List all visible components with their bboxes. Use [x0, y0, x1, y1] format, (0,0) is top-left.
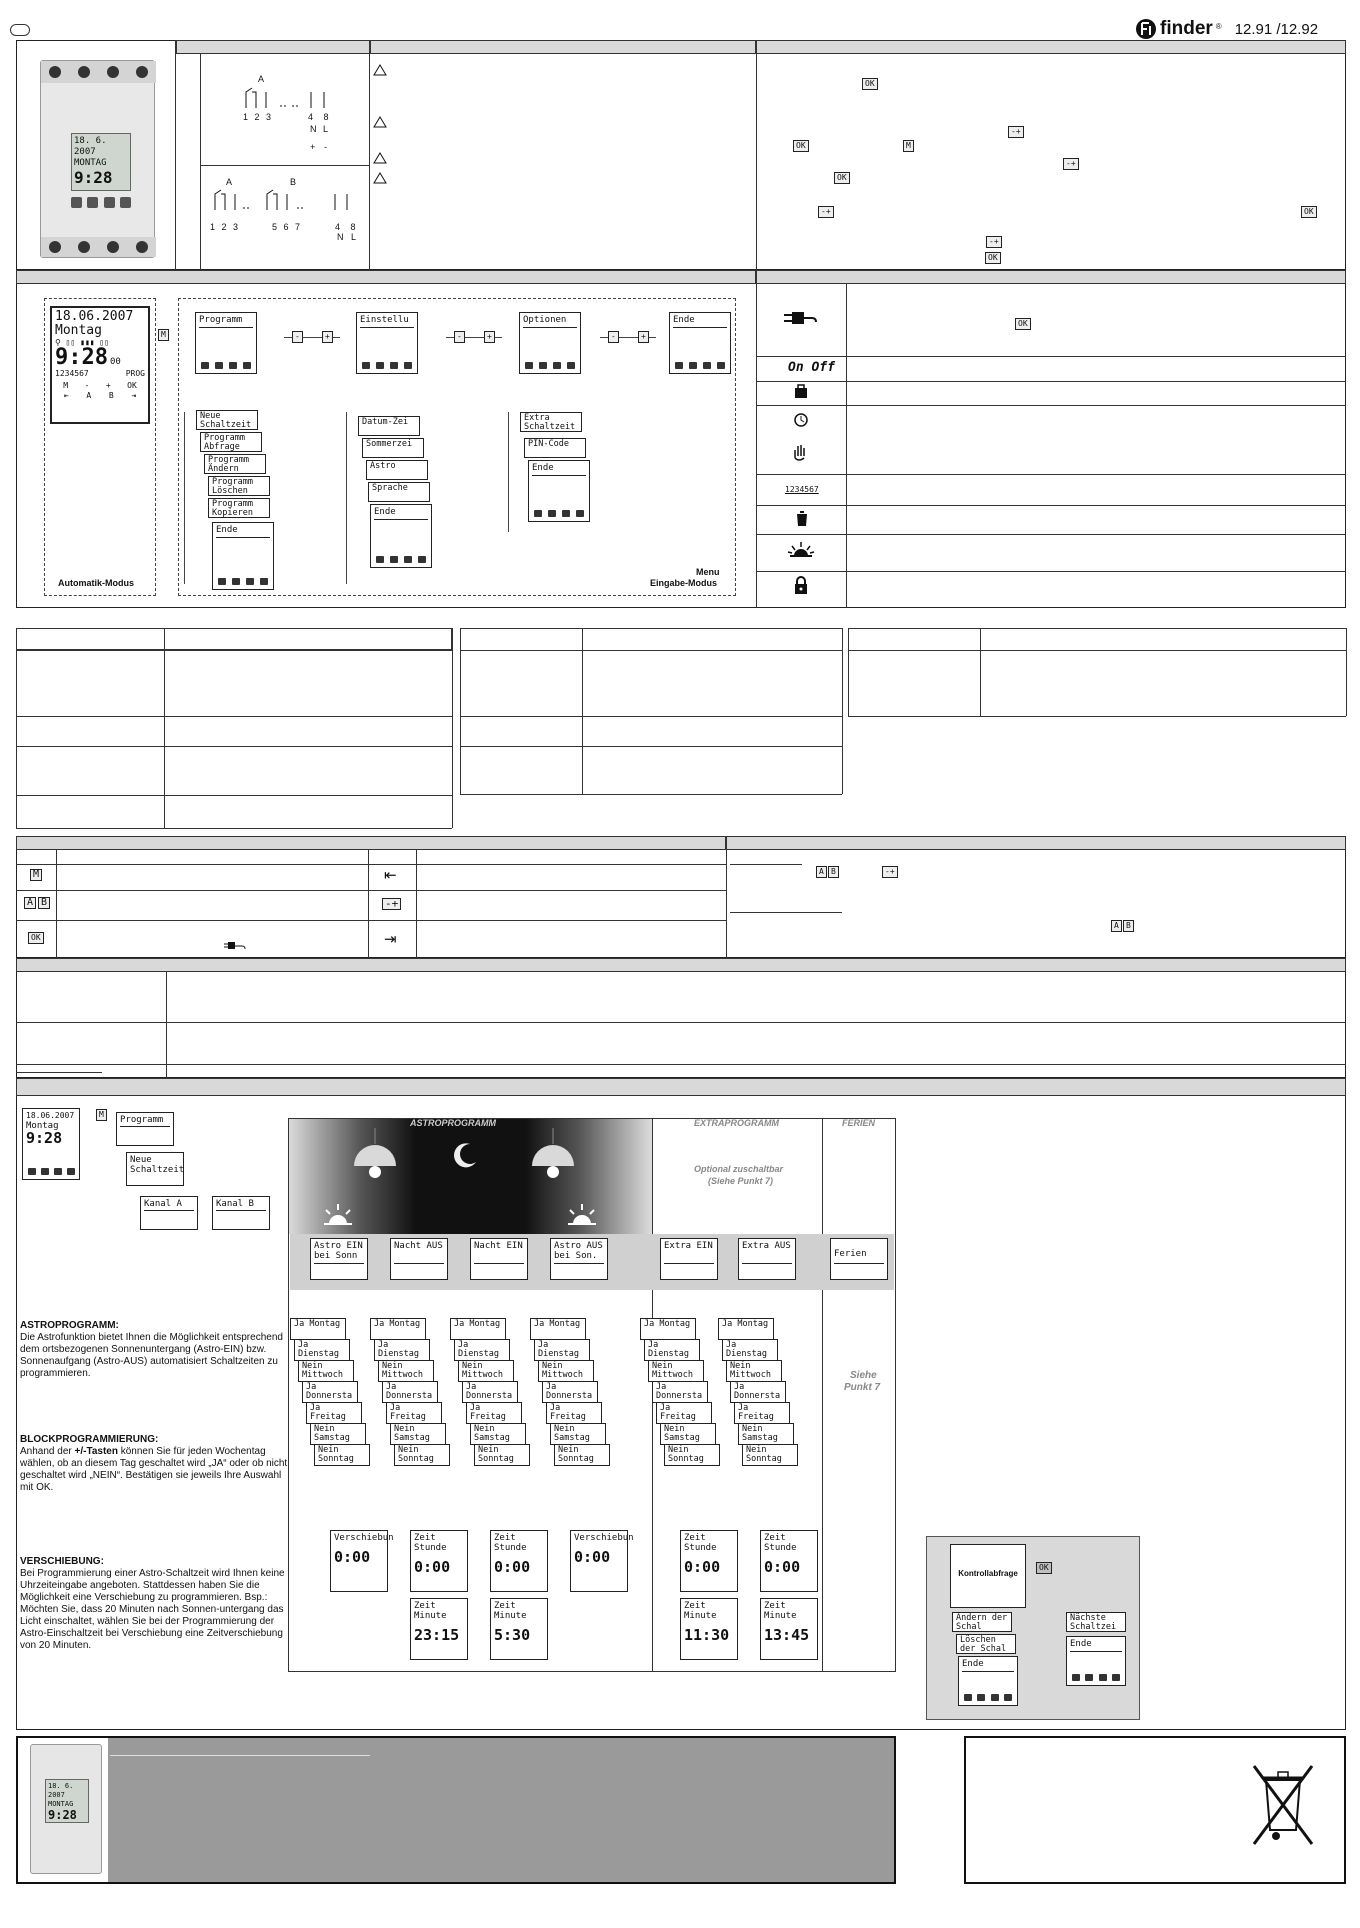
day-card[interactable]: Nein Sonntag [474, 1444, 530, 1466]
ok-key-symbol: OK [1015, 318, 1031, 330]
day-card[interactable]: Nein Mittwoch [538, 1360, 594, 1382]
day-card[interactable]: Ja Dienstag [534, 1339, 590, 1361]
legend-b-key: B [38, 897, 50, 909]
device-photo [40, 60, 155, 258]
day-card[interactable]: Nein Sonntag [554, 1444, 610, 1466]
astro-header: ASTROPROGRAMM [410, 1118, 496, 1128]
day-card[interactable]: Ja Montag [450, 1318, 506, 1340]
day-card[interactable]: Nein Samstag [550, 1423, 606, 1445]
pm-key-4: -+ [986, 236, 1002, 248]
type-astro-aus[interactable]: Astro AUS bei Son. [550, 1238, 608, 1280]
day-card[interactable]: Nein Samstag [738, 1423, 794, 1445]
band-top-col2 [176, 40, 370, 54]
day-card[interactable]: Nein Mittwoch [458, 1360, 514, 1382]
warning-icon-3 [373, 152, 387, 164]
menu-screen-ende[interactable]: Ende [669, 312, 731, 374]
wiring-1-n: N [310, 124, 317, 134]
kontroll-loeschen[interactable]: Löschen der Schal [956, 1634, 1016, 1654]
minute-screen[interactable]: Zeit Minute 11:30 [680, 1598, 738, 1660]
prog-sub-2[interactable]: Programm Abfrage [200, 432, 262, 452]
pm-key-1: -+ [1008, 126, 1024, 138]
day-card[interactable]: Ja Montag [290, 1318, 346, 1340]
note-versch-text: Bei Programmierung einer Astro-Schaltzeit wird Ihnen keine Uhrzeiteingabe angeboten. Stattdessen haben Sie die Möglichkeit eine Verschiebung zu programmieren. Bsp.: Möchten Sie, dass 20 Minuten nach Sonnen-untergang das Licht einschaltet, wählen Sie bei der Programmierung der Astro-Einschaltzeit bei Verschiebung eine Zeitverschiebung von 20 Minuten. [20, 1568, 285, 1651]
type-nacht-ein[interactable]: Nacht EIN [470, 1238, 528, 1280]
type-nacht-aus[interactable]: Nacht AUS [390, 1238, 448, 1280]
right-b-key: B [828, 866, 839, 878]
brand-logo [1135, 18, 1318, 40]
note-block-title: BLOCKPROGRAMMIERUNG: [20, 1434, 159, 1445]
day-card[interactable]: Nein Samstag [660, 1423, 716, 1445]
shift-screen[interactable]: Verschiebun 0:00 [330, 1530, 388, 1592]
warning-icon-4 [373, 172, 387, 184]
ok-key-2: OK [793, 140, 809, 152]
auto-lcd-prog: PROG [125, 369, 145, 378]
day-card[interactable]: Nein Samstag [390, 1423, 446, 1445]
lock-icon [793, 576, 809, 596]
legend-a-key: A [24, 897, 36, 909]
day-card[interactable]: Ja Dienstag [644, 1339, 700, 1361]
kontroll-naechste[interactable]: Nächste Schaltzei [1066, 1612, 1126, 1632]
wiring-2-terminals-b: 5 6 7 [272, 222, 303, 232]
type-ferien[interactable]: Ferien [830, 1238, 888, 1280]
brand-reg: ® [1215, 22, 1222, 31]
day-card[interactable]: Ja Dienstag [454, 1339, 510, 1361]
right-a-key: A [816, 866, 827, 878]
hour-screen[interactable]: Zeit Stunde 0:00 [680, 1530, 738, 1592]
day-card[interactable]: Ja Donnersta [730, 1381, 786, 1403]
device-photo-date: 18. 6. 2007 [74, 136, 107, 157]
ok-key-5: OK [985, 252, 1001, 264]
day-card[interactable]: Ja Freitag [656, 1402, 712, 1424]
input-mode-label: Eingabe-Modus [650, 578, 717, 588]
flow-kanal-a[interactable]: Kanal A [140, 1196, 198, 1230]
band-menu-right [756, 270, 1346, 284]
day-card[interactable]: Nein Sonntag [664, 1444, 720, 1466]
wiring-2-terminals-a: 1 2 3 [210, 222, 241, 232]
prog-sub-3[interactable]: Programm Ändern [204, 454, 266, 474]
hour-screen[interactable]: Zeit Stunde 0:00 [760, 1530, 818, 1592]
on-off-symbol: On Off [788, 360, 835, 375]
kontroll-ende-2[interactable]: Ende [1066, 1636, 1126, 1686]
minute-screen[interactable]: Zeit Minute 23:15 [410, 1598, 468, 1660]
wiring-2-n: N [337, 232, 344, 242]
legend-back-icon: ⇤ [384, 867, 397, 884]
legend-ok-key: OK [28, 932, 44, 944]
wiring-1-terminals-2: 4 8 [308, 112, 333, 122]
minute-screen[interactable]: Zeit Minute 13:45 [760, 1598, 818, 1660]
day-card[interactable]: Ja Dienstag [722, 1339, 778, 1361]
note-astro-title: ASTROPROGRAMM: [20, 1320, 119, 1331]
menu-screen-programm[interactable]: Programm [195, 312, 257, 374]
wiring-1-minus: - [324, 142, 327, 152]
day-card[interactable]: Ja Donnersta [542, 1381, 598, 1403]
band-spec-1 [16, 628, 452, 650]
hour-screen[interactable]: Zeit Stunde 0:00 [490, 1530, 548, 1592]
day-card[interactable]: Nein Sonntag [394, 1444, 450, 1466]
days-symbol: 1234567 [785, 485, 819, 494]
day-card[interactable]: Nein Sonntag [314, 1444, 370, 1466]
auto-key-a[interactable]: A [86, 391, 92, 400]
auto-lcd-days: 1234567 [55, 369, 89, 378]
day-card[interactable]: Ja Donnersta [652, 1381, 708, 1403]
flow-start-lcd: 18.06.2007 Montag 9:28 [22, 1108, 80, 1180]
legend-plug-icon [224, 940, 246, 952]
section-keys [16, 836, 1346, 958]
menu-screen-einstellung[interactable]: Einstellu [356, 312, 418, 374]
manual-page: finder ® 12.91 /12.92 18. 6. 2007 MONTAG 9:28 A 1 2 3 4 8 N L + - A B 1 2 3 5 6 7 4 8 N L OK -+ OK M -+ OK -+ OK -+ OK 18.06.2007 Montag ⚲ ▯▯ ▮▮▮ ▯▯ 9:28 00 1234567 PROG M - + OK ⇤ A B ⇥ Automatik-Modus M Menu Eingabe-Modus Programm Einstellu Optionen Ende - + - + - + Neue Schaltzeit Programm Abfrage Programm Ändern Programm Löschen Programm Kopieren Ende Datum-Zei Sommerzei Astro Sprache Ende Extra Schaltzeit PIN-Code Ende OK On Off 1234567 M A B OK ⇤ -+ ⇥ A B -+ A B 18.06.2007 Montag 9:28 M Programm Neue Schaltzeit Kanal A Kanal B ASTROPROGRAMM EXTRAPROGRAMM FERIEN Optional zuschaltbar (Siehe Punkt 7) Astro EIN bei Sonn Nacht AUS Nacht EIN Astro AUS bei Son. Extra EIN Extra AUS Ferien Ja Montag Ja Dienstag Nein Mittwoch Ja Donnersta Ja Freitag Nein Samstag Nein Sonntag Ja Montag Ja Dienstag Nein Mittwoch Ja Donnersta Ja Freitag Nein Samstag Nein Sonntag Ja Montag Ja Dienstag Nein Mittwoch Ja Donnersta Ja Freitag Nein Samstag Nein Sonntag Ja Montag Ja Dienstag Nein Mittwoch Ja Donnersta Ja Freitag Nein Samstag Nein Sonntag Ja Montag Ja Dienstag Nein Mittwoch Ja Donnersta Ja Freitag Nein Samstag Nein Sonntag Ja Montag Ja Dienstag Nein Mittwoch Ja Donnersta Ja Freitag Nein Samstag Nein Sonntag Siehe Punkt 7 Verschiebun 0:00 Zeit Stunde 0:00 Zeit Minute 23:15 Zeit Stunde 0:00 Zeit Minute 5:30 Verschiebun 0:00 Zeit Stunde 0:00 Zeit Minute 11:30 Zeit Stunde 0:00 Zeit Minute 13:45 ASTROPROGRAMM: Die Astrofunktion bietet Ihnen die Möglichkeit entsprechend dem ortsbezogenen Sonnenuntergang (Astro-EIN) bzw. Sonnenaufgang (Astro-AUS) automatisiert Schaltzeiten zu programmieren. BLOCKPROGRAMMIERUNG: Anhand der +/-Tasten können Sie für jeden Wochentag wählen, ob an diesem Tag geschaltet wird „JA“ oder ob nicht geschaltet wird „NEIN“. Bestätigen sie jeweils Ihre Auswahl mit OK. VERSCHIEBUNG: Bei Programmierung einer Astro-Schaltzeit wird Ihnen keine Uhrzeiteingabe angeboten. Stattdessen haben Sie die Möglichkeit eine Verschiebung zu programmieren. Bsp.: Möchten Sie, dass 20 Minuten nach Sonnen-untergang das Licht einschaltet, wählen Sie bei der Programmierung der Astro-Einschaltzeit bei Verschiebung eine Zeitverschiebung von 20 Minuten. Kontrollabfrage OK Ändern der Schal Löschen der Schal Ende Nächste Schaltzei Ende 18. 6. 2007 MONTAG 9:28 [0, 0, 1360, 1928]
pm-key-3: -+ [818, 206, 834, 218]
day-card[interactable]: Ja Freitag [546, 1402, 602, 1424]
extra-header: EXTRAPROGRAMM [694, 1118, 779, 1128]
day-card[interactable]: Ja Dienstag [294, 1339, 350, 1361]
band-top-col3 [370, 40, 756, 54]
day-card[interactable]: Ja Dienstag [374, 1339, 430, 1361]
options-sub-1[interactable]: Extra Schaltzeit [520, 412, 582, 432]
prog-sub-5[interactable]: Programm Kopieren [208, 498, 270, 518]
band-five [16, 958, 1346, 972]
optional-text-2: (Siehe Punkt 7) [708, 1176, 774, 1186]
wiring-1-plus: + [310, 142, 316, 152]
auto-lcd-date: 18.06.2007 [55, 309, 134, 324]
sunrise-icon [786, 538, 816, 560]
hand-icon [791, 442, 809, 462]
auto-key-b[interactable]: B [108, 391, 114, 400]
note-block: BLOCKPROGRAMMIERUNG: Anhand der +/-Tasten können Sie für jeden Wochentag wählen, ob an diesem Tag geschaltet wird „JA“ oder ob nicht geschaltet wird „NEIN“. Bestätigen sie jeweils Ihre Auswahl mit OK. [20, 1434, 288, 1493]
day-card[interactable]: Nein Mittwoch [378, 1360, 434, 1382]
warning-icon-1 [373, 64, 387, 76]
settings-sub-1[interactable]: Datum-Zei [358, 416, 420, 436]
device-photo-time: 9:28 [74, 168, 113, 187]
ferien-header: FERIEN [842, 1118, 876, 1128]
band-keys-left [16, 836, 726, 850]
band-flow [16, 1078, 1346, 1096]
note-astro-text: Die Astrofunktion bietet Ihnen die Möglichkeit entsprechend dem ortsbezogenen Sonnenuntergang (Astro-EIN) bzw. Sonnenaufgang (Astro-AUS) automatisiert Schaltzeiten zu programmieren. [20, 1332, 283, 1379]
auto-key-m[interactable]: M [63, 381, 69, 390]
day-card[interactable]: Ja Montag [718, 1318, 774, 1340]
corner-oval [10, 24, 30, 36]
legend-forward-icon: ⇥ [384, 931, 397, 948]
day-card[interactable]: Ja Freitag [734, 1402, 790, 1424]
bottom-box-left [16, 1736, 896, 1884]
warning-icon-2 [373, 116, 387, 128]
day-card[interactable]: Ja Donnersta [302, 1381, 358, 1403]
prog-sub-ende[interactable]: Ende [212, 522, 274, 590]
prog-sub-1[interactable]: Neue Schaltzeit [196, 410, 258, 430]
wiring-1-l: L [323, 124, 329, 134]
shift-screen[interactable]: Verschiebun 0:00 [570, 1530, 628, 1592]
auto-lcd-time: 9:28 [55, 345, 108, 370]
legend-m-key: M [30, 869, 42, 881]
day-card[interactable]: Nein Sonntag [742, 1444, 798, 1466]
wiring-2-l: L [351, 232, 357, 242]
ok-key-1: OK [862, 78, 878, 90]
device-photo-day: MONTAG [74, 158, 107, 168]
type-extra-ein[interactable]: Extra EIN [660, 1238, 718, 1280]
section-five [16, 958, 1346, 1078]
day-card[interactable]: Ja Montag [530, 1318, 586, 1340]
menu-label: Menu [696, 567, 720, 577]
legend-pm-key: -+ [382, 898, 401, 910]
brand-name: finder [1160, 18, 1213, 39]
day-card[interactable]: Ja Montag [370, 1318, 426, 1340]
flow-kanal-b[interactable]: Kanal B [212, 1196, 270, 1230]
day-card[interactable]: Ja Freitag [466, 1402, 522, 1424]
wiring-1-terminals: 1 2 3 [243, 112, 274, 122]
settings-sub-4[interactable]: Sprache [368, 482, 430, 502]
clock-icon [793, 412, 809, 428]
ok-key-4: OK [1301, 206, 1317, 218]
day-card[interactable]: Nein Mittwoch [726, 1360, 782, 1382]
kontroll-aendern[interactable]: Ändern der Schal [952, 1612, 1012, 1632]
wiring-1-channel-a: A [258, 74, 265, 84]
day-card[interactable]: Ja Freitag [386, 1402, 442, 1424]
options-sub-ende[interactable]: Ende [528, 460, 590, 522]
wiring-2-channel-b: B [290, 177, 297, 187]
weee-bin-icon [1248, 1760, 1318, 1850]
auto-key-ok[interactable]: OK [127, 381, 137, 390]
kontroll-ende[interactable]: Ende [958, 1656, 1018, 1706]
m-transition: M [158, 329, 169, 341]
minute-screen[interactable]: Zeit Minute 5:30 [490, 1598, 548, 1660]
model-number: 12.91 /12.92 [1234, 20, 1319, 38]
siehe-text: Siehe [850, 1370, 877, 1381]
auto-lcd: 18.06.2007 Montag ⚲ ▯▯ ▮▮▮ ▯▯ 9:28 00 1234567 PROG M - + OK ⇤ A B ⇥ [50, 306, 150, 424]
power-plug-icon [782, 306, 822, 330]
band-keys-right [726, 836, 1346, 850]
options-sub-2[interactable]: PIN-Code [524, 438, 586, 458]
flow-programm[interactable]: Programm [116, 1112, 174, 1146]
type-extra-aus[interactable]: Extra AUS [738, 1238, 796, 1280]
kontroll-clock: Kontrollabfrage [950, 1544, 1026, 1608]
day-card[interactable]: Nein Samstag [310, 1423, 366, 1445]
auto-lcd-day: Montag [55, 323, 102, 338]
auto-key-minus[interactable]: - [84, 381, 90, 390]
settings-sub-2[interactable]: Sommerzei [362, 438, 424, 458]
day-card[interactable]: Nein Mittwoch [298, 1360, 354, 1382]
settings-sub-ende[interactable]: Ende [370, 504, 432, 568]
trash-icon [795, 511, 809, 527]
auto-lcd-seconds: 00 [109, 357, 121, 367]
m-key-1: M [903, 140, 914, 152]
band-top-col4 [756, 40, 1346, 54]
wiring-2-terminals-c: 4 8 [335, 222, 360, 232]
right-pm-key: -+ [882, 866, 898, 878]
automatik-label: Automatik-Modus [58, 578, 134, 588]
optional-text: Optional zuschaltbar [694, 1164, 784, 1174]
hour-screen[interactable]: Zeit Stunde 0:00 [410, 1530, 468, 1592]
ok-key-3: OK [834, 172, 850, 184]
finder-logo-icon [1135, 18, 1157, 40]
menu-screen-optionen[interactable]: Optionen [519, 312, 581, 374]
auto-key-plus[interactable]: + [105, 381, 111, 390]
right-b-key-2: B [1123, 920, 1134, 932]
day-card[interactable]: Nein Samstag [470, 1423, 526, 1445]
day-card[interactable]: Ja Donnersta [382, 1381, 438, 1403]
flow-neue-schaltzeit[interactable]: Neue Schaltzeit [126, 1152, 184, 1186]
band-menu-left [16, 270, 756, 284]
wiring-2-channel-a: A [226, 177, 233, 187]
type-astro-ein[interactable]: Astro EIN bei Sonn [310, 1238, 368, 1280]
day-card[interactable]: Ja Donnersta [462, 1381, 518, 1403]
briefcase-icon [793, 384, 809, 400]
day-card[interactable]: Ja Montag [640, 1318, 696, 1340]
note-versch-title: VERSCHIEBUNG: [20, 1556, 104, 1567]
prog-sub-4[interactable]: Programm Löschen [208, 476, 270, 496]
pm-key-2: -+ [1063, 158, 1079, 170]
settings-sub-3[interactable]: Astro [366, 460, 428, 480]
punkt-text: Punkt 7 [844, 1382, 881, 1393]
bottom-device-photo: 18. 6. 2007 MONTAG 9:28 [30, 1744, 102, 1874]
note-versch [20, 1556, 290, 1652]
right-a-key-2: A [1111, 920, 1122, 932]
day-card[interactable]: Ja Freitag [306, 1402, 362, 1424]
day-card[interactable]: Nein Mittwoch [648, 1360, 704, 1382]
note-astro [20, 1320, 290, 1380]
